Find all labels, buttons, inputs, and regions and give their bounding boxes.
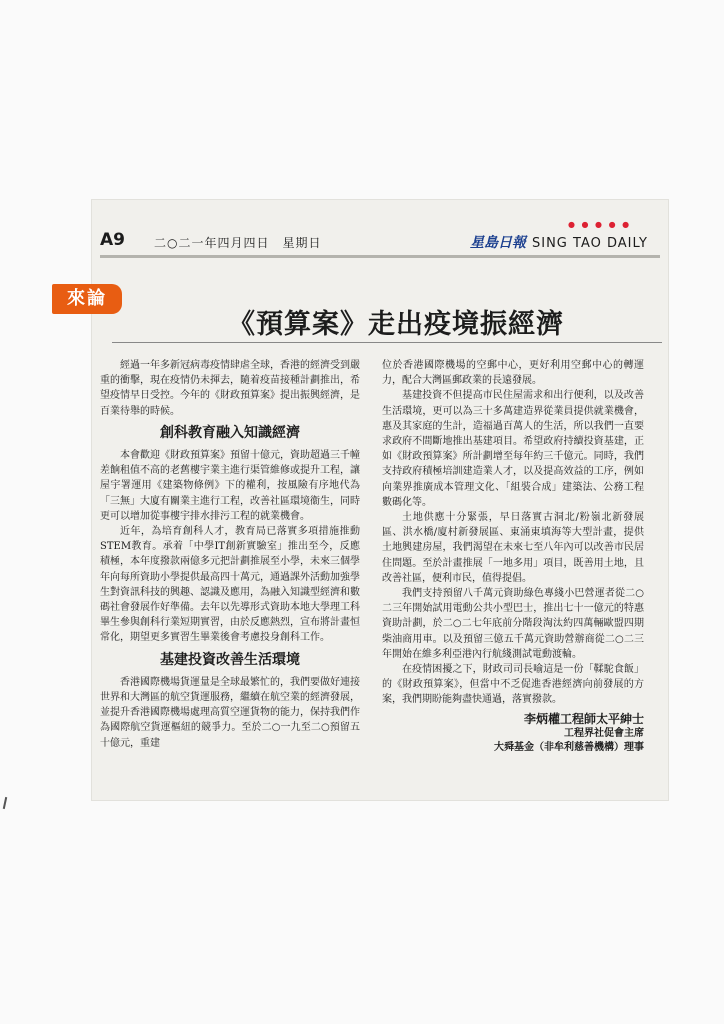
author-signature bbox=[382, 712, 644, 755]
right-column bbox=[382, 358, 644, 755]
author-name: 李炳權工程師太平紳士 bbox=[523, 711, 644, 726]
paragraph: 本會歡迎《財政預算案》預留十億元，資助超過三千幢差餉租值不高的老舊樓宇業主進行渠管維修或提升工程，讓屋宇署運用《建築物條例》下的權利，按風險有序地代為「三無」大廈有關業主進行工程，改善社區環境衞生，同時更可以增加從事樓宇排水排污工程的就業機會。 bbox=[100, 450, 360, 522]
left-column bbox=[100, 358, 360, 751]
subheading-innovation: 創科教育融入知識經濟 bbox=[160, 424, 300, 441]
header-divider bbox=[100, 255, 660, 258]
masthead-zh: 星島日報 bbox=[470, 235, 526, 251]
paragraph: 香港國際機場貨運量是全球最繁忙的，我們要做好連接世界和大灣區的航空貨運服務，繼續在航空業的經濟發展，並提升香港國際機場處理高質空運貨物的能力，保持我們作為國際航空貨運樞紐的競爭力。至於二○一九至二○預留五十億元，重建 bbox=[100, 676, 360, 749]
page-number: A9 bbox=[100, 230, 125, 250]
page-header bbox=[92, 200, 668, 262]
column-tag: 來論 bbox=[52, 284, 122, 314]
subheading-infrastructure: 基建投資改善生活環境 bbox=[160, 651, 300, 668]
masthead-en: SING TAO DAILY bbox=[532, 236, 648, 251]
masthead-logo bbox=[470, 232, 648, 252]
title-rule bbox=[112, 342, 662, 343]
issue-date: 二○二一年四月四日 星期日 bbox=[154, 236, 322, 250]
paragraph: 基建投資不但提高市民住屋需求和出行便利，以及改善生活環境，更可以為三十多萬建造界從業員提供就業機會，惠及其家庭的生計，造福過百萬人的生活，所以我們一直要求政府不間斷地推出基建項目。希望政府持續投資基建，正如《財政預算案》所計劃增至每年約三千億元。同時，我們支持政府積極培訓建造業人才，以及提高效益的工序，例如向業界推廣成本管理文化、「組裝合成」建築法、公務工程數碼化等。 bbox=[382, 390, 644, 508]
author-title: 工程界社促會主席 bbox=[564, 727, 644, 739]
newspaper-clipping bbox=[67, 200, 668, 800]
masthead-dots: ● ● ● ● ● bbox=[568, 220, 632, 229]
author-affiliation: 大舜基金（非牟利慈善機構）理事 bbox=[494, 741, 644, 753]
article-title: 《預算案》走出疫境振經濟 bbox=[228, 309, 564, 340]
paragraph: 近年，為培育創科人才，教育局已落實多項措施推動STEM教育。承着「中學IT創新實驗室」推出至今，反應積極，本年度撥款兩億多元把計劃推展至小學，未來三個學年向每所資助小學提供最高四十萬元，通過課外活動加強學生對資訊科技的興趣、認識及應用，為融入知識型經濟和數碼社會發展作好準備。去年以先導形式資助本地大學理工科畢生參與創科行業短期實習，由於反應熱烈，宣布將計畫恒常化，期望更多實習生畢業後會考慮投身創科工作。 bbox=[100, 526, 360, 644]
scan-mark bbox=[3, 797, 7, 809]
paragraph: 我們支持預留八千萬元資助綠色專綫小巴營運者從二○二三年開始試用電動公共小型巴士，推出七十一億元的特惠資助計劃，於二○二七年底前分階段淘汰約四萬輛歐盟四期柴油商用車。以及預留三億五千萬元資助營辦商從二○二三年開始在維多利亞港內行航綫測試電動渡輪。 bbox=[382, 588, 644, 660]
paragraph: 在疫情困擾之下，財政司司長喻這是一份「鞣駝食飯」的《財政預算案》，但當中不乏促進香港經濟向前發展的方案，我們期盼能夠盡快通過，落實撥款。 bbox=[382, 664, 644, 706]
intro-paragraph: 經過一年多新冠病毒疫情肆虐全球，香港的經濟受到嚴重的衝擊，現在疫情仍未揮去，隨着疫苗接種計劃推出，希望疫情早日受控。今年的《財政預算案》提出振興經濟，是百業待舉的時候。 bbox=[100, 360, 360, 417]
paragraph: 土地供應十分緊張，早日落實古洞北/粉嶺北新發展區、洪水橋/廈村新發展區、東涌東填海等大型計畫，提供土地興建房屋，我們渴望在未來七至八年內可以改善市民居住問題。至於計畫推展「一地多用」項目，既善用土地，且改善社區，便利市民，值得提倡。 bbox=[382, 512, 644, 584]
paragraph: 位於香港國際機場的空郵中心，更好利用空郵中心的轉運力，配合大灣區郵政業的長遠發展。 bbox=[382, 360, 644, 387]
